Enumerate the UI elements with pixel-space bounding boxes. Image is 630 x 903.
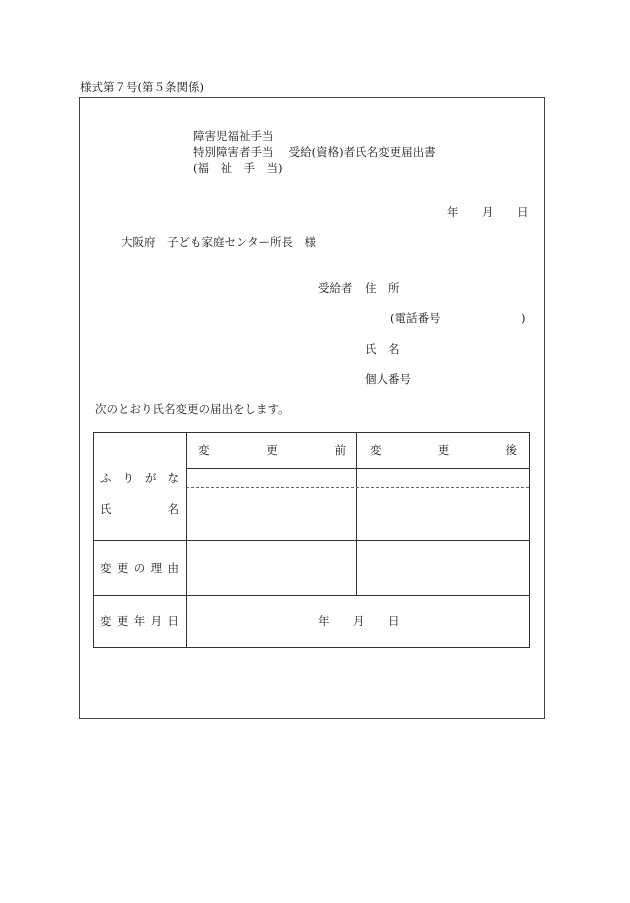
- name-label: 氏 名: [365, 342, 400, 356]
- intro-text: 次のとおり氏名変更の届出をします。: [95, 402, 290, 416]
- furigana-divider: [186, 487, 529, 488]
- title-line-1: 障害児福祉手当: [193, 129, 274, 143]
- personal-number-label: 個人番号: [365, 372, 411, 386]
- change-date-year: 年: [318, 614, 330, 628]
- row-divider-name: [93, 540, 530, 541]
- addressee: 大阪府 子ども家庭センター所長 様: [121, 235, 317, 249]
- reason-label: 変 更 の 理 由: [100, 561, 179, 575]
- title-line-2: 特別障害者手当 受給(資格)者氏名変更届出書: [193, 145, 436, 159]
- column-divider-2: [356, 432, 357, 595]
- phone-close: ): [521, 311, 526, 325]
- date-year-label: 年: [447, 205, 459, 219]
- date-day-label: 日: [517, 205, 529, 219]
- phone-label: (電話番号: [390, 311, 441, 325]
- furigana-label: ふ り が な: [100, 471, 179, 485]
- address-label: 住 所: [365, 281, 400, 295]
- change-date-label: 変 更 年 月 日: [100, 614, 179, 628]
- name-row-label: 氏 名: [100, 502, 179, 516]
- header-before: 変 更 前: [198, 443, 346, 457]
- date-month-label: 月: [482, 205, 494, 219]
- form-number: 様式第７号(第５条関係): [80, 80, 204, 94]
- header-after: 変 更 後: [370, 443, 517, 457]
- change-date-day: 日: [388, 614, 400, 628]
- title-line-3: (福 祉 手 当): [193, 161, 283, 175]
- change-date-month: 月: [353, 614, 365, 628]
- recipient-label: 受給者: [318, 281, 353, 295]
- row-divider-header: [186, 468, 529, 469]
- row-divider-reason: [93, 595, 530, 596]
